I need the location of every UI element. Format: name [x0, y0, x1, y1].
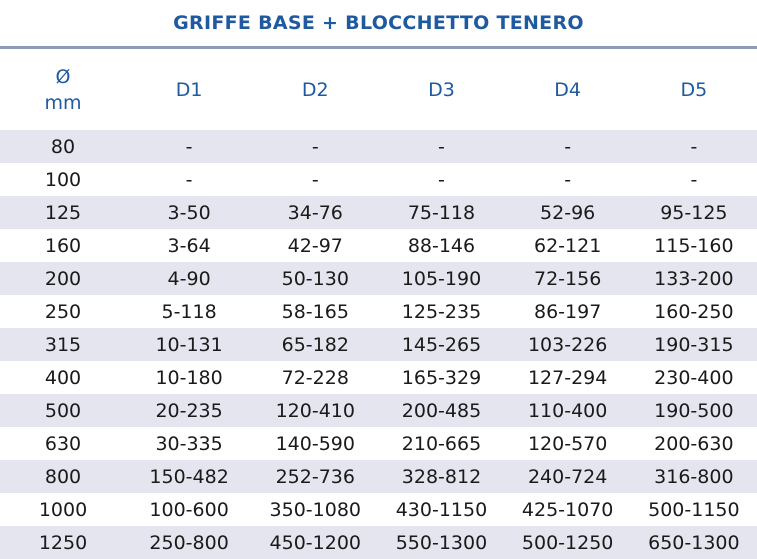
diameter-cell: 800	[44, 465, 82, 488]
table-row	[0, 262, 757, 295]
range-cell-d5: 190-315	[654, 333, 734, 356]
range-cell-d5: 160-250	[654, 300, 734, 323]
range-cell-d5: 200-630	[654, 432, 734, 455]
range-cell-d5: -	[690, 135, 698, 158]
range-cell-d1: 3-64	[167, 234, 211, 257]
range-cell-d5: 95-125	[660, 201, 728, 224]
range-cell-d1: 20-235	[155, 399, 223, 422]
range-cell-d2: 140-590	[275, 432, 355, 455]
table-row	[0, 361, 757, 394]
range-cell-d1: -	[185, 168, 193, 191]
table-row	[0, 526, 757, 559]
table-body	[0, 130, 757, 559]
title-bar	[0, 0, 757, 49]
range-cell-d5: 316-800	[654, 465, 734, 488]
range-cell-d4: -	[564, 168, 572, 191]
table-row	[0, 229, 757, 262]
diameter-cell: 1000	[38, 498, 88, 521]
range-cell-d1: 10-131	[155, 333, 223, 356]
header-d1: D1	[175, 78, 203, 101]
diameter-cell: 200	[44, 267, 82, 290]
diameter-cell: 125	[44, 201, 82, 224]
diameter-cell: 500	[44, 399, 82, 422]
range-cell-d4: -	[564, 135, 572, 158]
range-cell-d3: 75-118	[407, 201, 476, 224]
range-cell-d3: 125-235	[401, 300, 482, 323]
range-cell-d4: 425-1070	[521, 498, 614, 521]
header-diameter	[0, 49, 126, 130]
range-cell-d4: 110-400	[527, 399, 608, 422]
range-cell-d4: 72-156	[534, 267, 602, 290]
range-cell-d2: 72-228	[281, 366, 349, 389]
table-row	[0, 196, 757, 229]
table-row	[0, 460, 757, 493]
range-cell-d3: 165-329	[401, 366, 482, 389]
range-cell-d4: 500-1250	[521, 531, 614, 554]
header-d2: D2	[301, 78, 329, 101]
diameter-cell: 1250	[38, 531, 88, 554]
range-cell-d1: 30-335	[155, 432, 223, 455]
range-cell-d5: 190-500	[654, 399, 734, 422]
range-cell-d2: 34-76	[287, 201, 343, 224]
header-d5: D5	[680, 78, 708, 101]
range-cell-d3: 145-265	[401, 333, 482, 356]
diameter-symbol: Ø	[55, 65, 71, 88]
range-cell-d4: 240-724	[527, 465, 608, 488]
range-cell-d4: 52-96	[540, 201, 596, 224]
range-cell-d5: 230-400	[654, 366, 734, 389]
range-cell-d4: 86-197	[534, 300, 602, 323]
range-cell-d5: 650-1300	[648, 531, 740, 554]
range-cell-d1: 10-180	[155, 366, 223, 389]
range-cell-d4: 62-121	[534, 234, 602, 257]
range-cell-d1: 4-90	[167, 267, 211, 290]
range-cell-d2: 252-736	[275, 465, 355, 488]
ranges-table	[0, 49, 757, 559]
header-d4: D4	[554, 78, 582, 101]
range-cell-d5: 500-1150	[648, 498, 740, 521]
range-cell-d1: 3-50	[167, 201, 211, 224]
range-cell-d3: -	[438, 168, 445, 191]
range-cell-d3: 200-485	[401, 399, 482, 422]
range-cell-d5: -	[690, 168, 698, 191]
range-cell-d1: -	[185, 135, 193, 158]
range-cell-d2: 58-165	[281, 300, 349, 323]
range-cell-d1: 100-600	[149, 498, 229, 521]
range-cell-d3: -	[438, 135, 445, 158]
range-cell-d5: 115-160	[654, 234, 734, 257]
diameter-cell: 160	[44, 234, 82, 257]
range-cell-d3: 550-1300	[395, 531, 488, 554]
range-cell-d2: 42-97	[287, 234, 343, 257]
table-row	[0, 328, 757, 361]
range-cell-d3: 328-812	[401, 465, 482, 488]
range-cell-d2: -	[311, 168, 319, 191]
range-cell-d2: 350-1080	[269, 498, 362, 521]
range-cell-d2: 50-130	[281, 267, 349, 290]
table-row	[0, 427, 757, 460]
diameter-cell: 315	[44, 333, 82, 356]
range-cell-d2: 120-410	[275, 399, 355, 422]
diameter-cell: 250	[44, 300, 82, 323]
table-header-row	[0, 49, 757, 130]
page-title: GRIFFE BASE + BLOCCHETTO TENERO	[173, 12, 584, 34]
range-cell-d2: -	[311, 135, 319, 158]
table-row	[0, 295, 757, 328]
range-cell-d2: 65-182	[281, 333, 349, 356]
range-cell-d3: 210-665	[401, 432, 482, 455]
range-cell-d3: 88-146	[407, 234, 476, 257]
range-cell-d1: 150-482	[149, 465, 229, 488]
diameter-cell: 80	[50, 135, 76, 158]
header-d3: D3	[428, 78, 455, 101]
table-row	[0, 130, 757, 163]
table-row	[0, 493, 757, 526]
range-cell-d4: 127-294	[527, 366, 608, 389]
range-cell-d4: 120-570	[527, 432, 608, 455]
diameter-unit: mm	[44, 91, 82, 114]
diameter-cell: 630	[44, 432, 82, 455]
range-cell-d4: 103-226	[527, 333, 608, 356]
range-cell-d5: 133-200	[654, 267, 734, 290]
diameter-cell: 100	[44, 168, 82, 191]
range-cell-d2: 450-1200	[269, 531, 362, 554]
diameter-cell: 400	[44, 366, 82, 389]
range-cell-d1: 250-800	[149, 531, 229, 554]
range-cell-d3: 430-1150	[395, 498, 488, 521]
range-cell-d1: 5-118	[161, 300, 217, 323]
table-row	[0, 394, 757, 427]
range-cell-d3: 105-190	[401, 267, 482, 290]
table-row	[0, 163, 757, 196]
